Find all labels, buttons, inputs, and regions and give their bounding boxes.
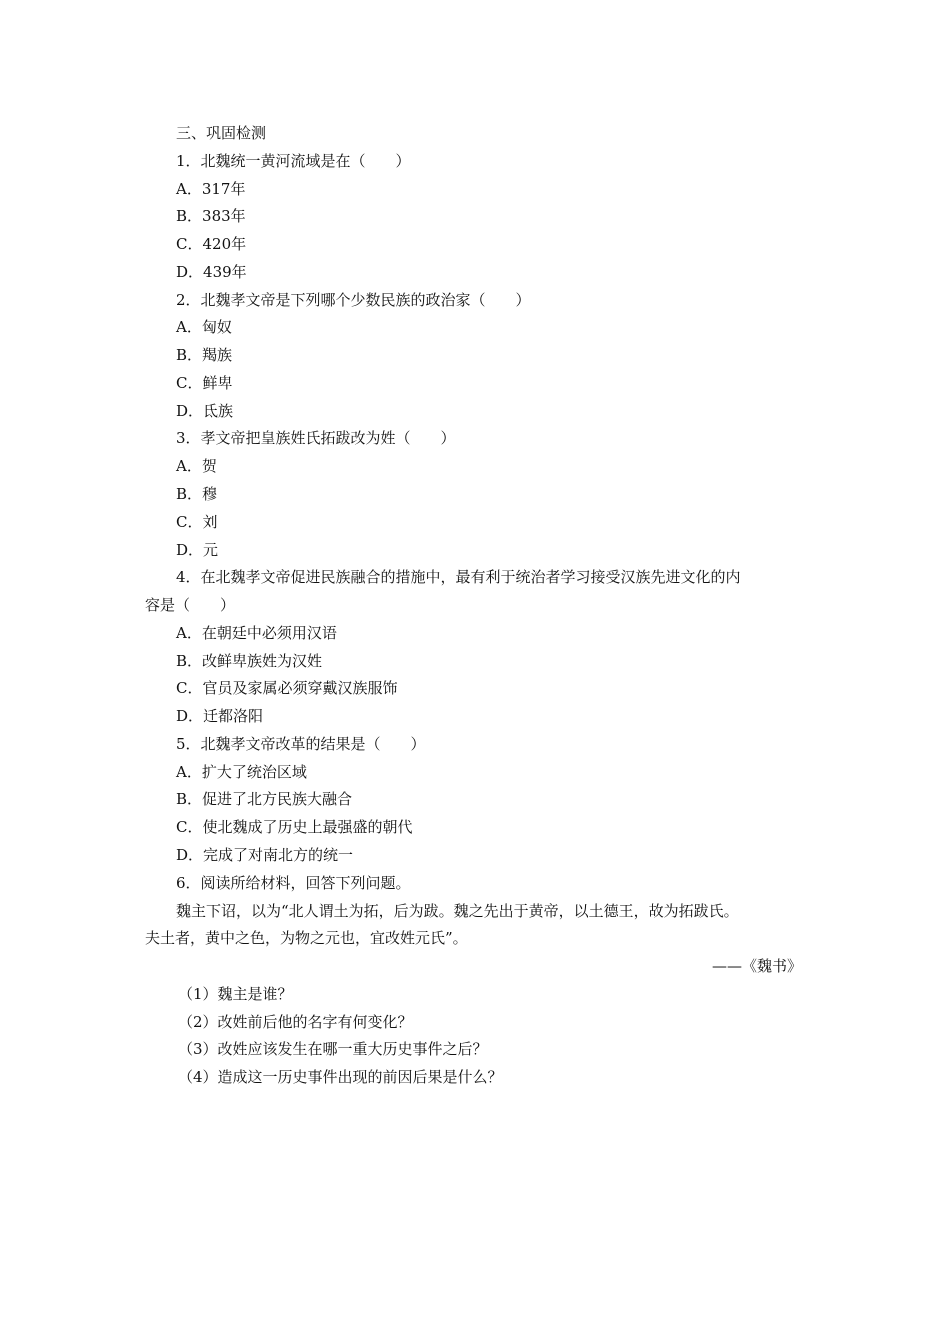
question-4-stem-line1: 4．在北魏孝文帝促进民族融合的措施中，最有利于统治者学习接受汉族先进文化的内: [176, 568, 741, 586]
question-4-stem-line2: 容是（ ）: [145, 596, 236, 614]
question-5-stem: 5．北魏孝文帝改革的结果是（ ）: [176, 735, 426, 753]
question-1-option-a: A．317年: [176, 180, 246, 198]
question-6-subquestion-2: （2）改姓前后他的名字有何变化？: [178, 1013, 413, 1031]
question-1-option-c: C．420年: [176, 235, 247, 253]
question-3-option-a: A．贺: [176, 457, 217, 475]
question-3-option-c: C．刘: [176, 513, 218, 531]
question-6-material-line2: 夫土者，黄中之色，为物之元也，宜改姓元氏”。: [145, 929, 468, 947]
question-1-stem: 1．北魏统一黄河流域是在（ ）: [176, 152, 411, 170]
question-2-stem: 2．北魏孝文帝是下列哪个少数民族的政治家（ ）: [176, 291, 531, 309]
question-4-option-a: A．在朝廷中必须用汉语: [176, 624, 337, 642]
question-5-option-b: B．促进了北方民族大融合: [176, 790, 353, 808]
question-2-option-a: A．匈奴: [176, 318, 232, 336]
question-6-material-line1: 魏主下诏，以为“北人谓土为拓，后为跋。魏之先出于黄帝，以土德王，故为拓跋氏。: [176, 902, 739, 920]
question-6-stem: 6．阅读所给材料，回答下列问题。: [176, 874, 411, 892]
question-3-option-b: B．穆: [176, 485, 218, 503]
question-1-option-b: B．383年: [176, 207, 246, 225]
question-2-option-d: D．氐族: [176, 402, 234, 420]
section-title: 三、巩固检测: [176, 124, 267, 142]
question-6-source: ——《魏书》: [711, 957, 802, 975]
question-2-option-b: B．羯族: [176, 346, 233, 364]
question-2-option-c: C．鲜卑: [176, 374, 233, 392]
question-5-option-c: C．使北魏成了历史上最强盛的朝代: [176, 818, 413, 836]
question-6-subquestion-1: （1）魏主是谁？: [178, 985, 293, 1003]
question-1-option-d: D．439年: [176, 263, 247, 281]
question-3-stem: 3．孝文帝把皇族姓氏拓跋改为姓（ ）: [176, 429, 456, 447]
question-5-option-d: D．完成了对南北方的统一: [176, 846, 354, 864]
question-3-option-d: D．元: [176, 541, 219, 559]
question-4-option-d: D．迁都洛阳: [176, 707, 264, 725]
question-6-subquestion-3: （3）改姓应该发生在哪一重大历史事件之后？: [178, 1040, 488, 1058]
question-6-subquestion-4: （4）造成这一历史事件出现的前因后果是什么？: [178, 1068, 503, 1086]
question-5-option-a: A．扩大了统治区域: [176, 763, 307, 781]
question-4-option-c: C．官员及家属必须穿戴汉族服饰: [176, 679, 398, 697]
question-4-option-b: B．改鲜卑族姓为汉姓: [176, 652, 323, 670]
